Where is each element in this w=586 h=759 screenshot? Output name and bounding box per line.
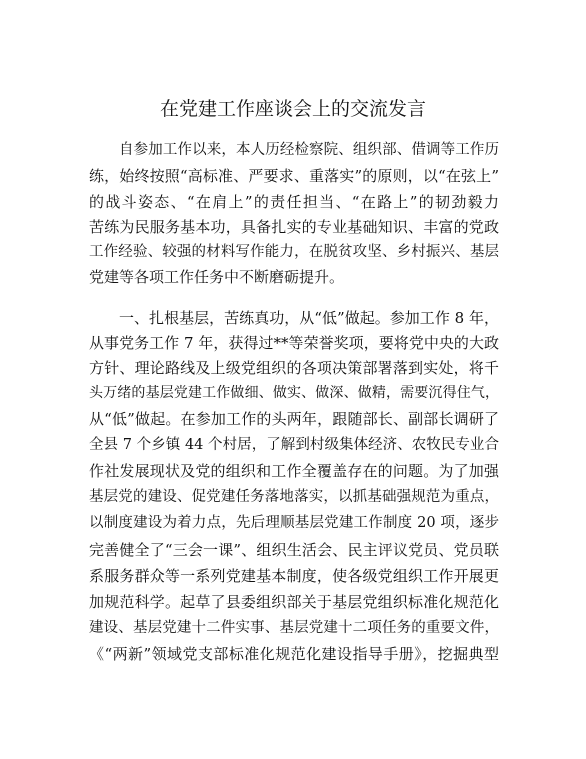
paragraph-1-line-5: 工作经验、较强的材料写作能力，在脱贫攻坚、乡村振兴、基层 <box>89 244 499 260</box>
paragraph-2-line-10: 完善健全了“三会一课”、组织生活会、民主评议党员、党员联 <box>89 541 499 559</box>
paragraph-1-line-2: 练，始终按照“高标准、严要求、重落实”的原则，以“在弦上” <box>89 167 499 185</box>
paragraph-1-line-6: 党建等各项工作任务中不断磨砺提升。 <box>89 268 345 286</box>
paragraph-1-line-4: 苦练为民服务基本功，具备扎实的专业基础知识、丰富的党政 <box>89 218 499 236</box>
paragraph-2-line-4: 头万绪的基层党建工作做细、做实、做深、做精，需要沉得住气， <box>89 385 499 401</box>
paragraph-2-line-5: 从“低”做起。在参加工作的头两年，跟随部长、副部长调研了 <box>89 410 499 428</box>
paragraph-2-line-11: 系服务群众等一系列党建基本制度，使各级党组织工作开展更 <box>89 567 499 585</box>
paragraph-2-line-14: 《“两新”领域党支部标准化规范化建设指导手册》，挖掘典型 <box>89 645 499 663</box>
paragraph-2-line-2: 从事党务工作 7 年，获得过**等荣誉奖项，要将党中央的大政 <box>89 334 499 352</box>
paragraph-2-line-9: 以制度建设为着力点，先后理顺基层党建工作制度 20 项，逐步 <box>89 515 499 531</box>
paragraph-2-line-3: 方针、理论路线及上级党组织的各项决策部署落到实处，将千 <box>89 359 499 377</box>
paragraph-2-line-8: 基层党的建设、促党建任务落地落实，以抓基础强规范为重点， <box>89 489 499 505</box>
paragraph-2-line-13: 建设、基层党建十二件实事、基层党建十二项任务的重要文件， <box>89 620 499 636</box>
paragraph-2-line-7: 作社发展现状及党的组织和工作全覆盖存在的问题。为了加强 <box>89 462 499 480</box>
paragraph-2-line-12: 加规范科学。起草了县委组织部关于基层党组织标准化规范化 <box>89 593 499 611</box>
paragraph-1-line-1: 自参加工作以来，本人历经检察院、组织部、借调等工作历 <box>119 142 499 158</box>
document-title: 在党建工作座谈会上的交流发言 <box>159 98 426 120</box>
paragraph-2-line-6: 全县 7 个乡镇 44 个村居，了解到村级集体经济、农牧民专业合 <box>89 437 499 453</box>
paragraph-1-line-3: 的战斗姿态、“在肩上”的责任担当、“在路上”的韧劲毅力 <box>89 193 499 211</box>
paragraph-2-line-1: 一、扎根基层，苦练真功，从“低”做起。参加工作 8 年， <box>119 309 499 327</box>
